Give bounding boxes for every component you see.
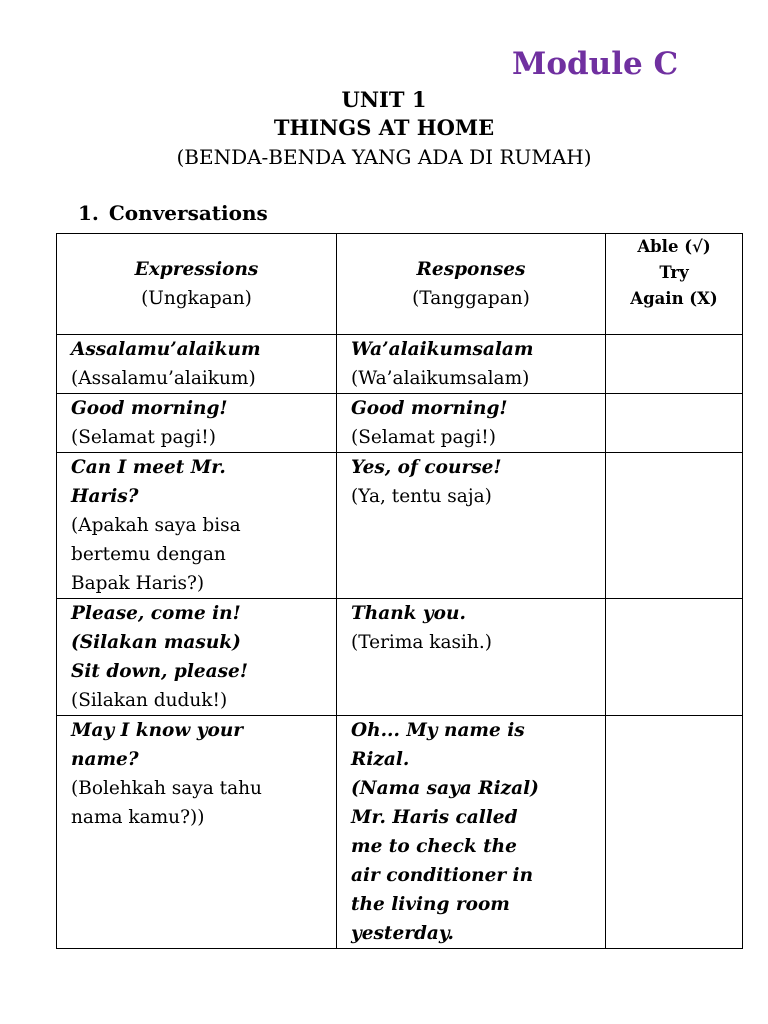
page-title: THINGS AT HOME bbox=[273, 115, 495, 140]
response-cell-translation-line: (Selamat pagi!) bbox=[351, 427, 496, 448]
response-cell-english-line: Good morning! bbox=[351, 398, 508, 419]
expression-cell bbox=[57, 394, 337, 453]
response-cell bbox=[337, 599, 606, 716]
table-row bbox=[57, 599, 743, 716]
response-cell bbox=[337, 394, 606, 453]
header-expressions bbox=[57, 234, 337, 335]
response-cell-english-line: Thank you. bbox=[351, 603, 466, 624]
response-cell-english-line: Mr. Haris called bbox=[351, 807, 518, 828]
expression-cell bbox=[57, 716, 337, 949]
header-responses bbox=[337, 234, 606, 335]
response-cell-english-line: the living room bbox=[351, 894, 510, 915]
response-cell-english-line: Wa’alaikumsalam bbox=[351, 339, 534, 360]
table-row bbox=[57, 716, 743, 949]
response-cell-translation-line: (Ya, tentu saja) bbox=[351, 486, 492, 507]
header-able-try-again bbox=[606, 234, 743, 335]
expression-cell-english-line: Haris? bbox=[71, 486, 139, 507]
response-cell bbox=[337, 453, 606, 599]
header-again-label: Again (X) bbox=[630, 289, 718, 308]
response-cell-english-line: Rizal. bbox=[351, 749, 410, 770]
unit-label: UNIT 1 bbox=[341, 87, 427, 112]
expression-cell-english-line: Please, come in! bbox=[71, 603, 241, 624]
expression-cell bbox=[57, 453, 337, 599]
able-try-again-cell[interactable] bbox=[606, 716, 743, 949]
response-cell-english-line: me to check the bbox=[351, 836, 517, 857]
expression-cell-translation-line: (Selamat pagi!) bbox=[71, 427, 216, 448]
table-header-row bbox=[57, 234, 743, 335]
module-title: Module C bbox=[512, 46, 679, 82]
expression-cell bbox=[57, 599, 337, 716]
section-title: Conversations bbox=[108, 201, 268, 225]
header-expressions-label: Expressions bbox=[134, 259, 259, 280]
response-cell bbox=[337, 335, 606, 394]
table-body bbox=[57, 335, 743, 949]
response-cell-translation-line: (Terima kasih.) bbox=[351, 632, 492, 653]
response-cell-english-line: yesterday. bbox=[351, 923, 454, 944]
heading-block bbox=[0, 86, 768, 172]
expression-cell-translation-line: (Assalamu’alaikum) bbox=[71, 368, 256, 389]
expression-cell bbox=[57, 335, 337, 394]
header-responses-translation: (Tanggapan) bbox=[412, 288, 530, 309]
header-expressions-translation: (Ungkapan) bbox=[141, 288, 252, 309]
table-row bbox=[57, 453, 743, 599]
header-able-label: Able (√) bbox=[637, 237, 711, 256]
response-cell bbox=[337, 716, 606, 949]
able-try-again-cell[interactable] bbox=[606, 599, 743, 716]
section-number: 1. bbox=[78, 201, 99, 225]
expression-cell-english-line: Sit down, please! bbox=[71, 661, 248, 682]
expression-cell-english-line: (Silakan masuk) bbox=[71, 632, 241, 653]
able-try-again-cell[interactable] bbox=[606, 394, 743, 453]
response-cell-translation-line: (Wa’alaikumsalam) bbox=[351, 368, 530, 389]
expression-cell-english-line: Assalamu’alaikum bbox=[71, 339, 261, 360]
able-try-again-cell[interactable] bbox=[606, 453, 743, 599]
table-row bbox=[57, 335, 743, 394]
expression-cell-translation-line: bertemu dengan bbox=[71, 544, 226, 565]
table-row bbox=[57, 394, 743, 453]
response-cell-english-line: air conditioner in bbox=[351, 865, 534, 886]
expression-cell-english-line: Can I meet Mr. bbox=[71, 457, 226, 478]
expression-cell-translation-line: (Apakah saya bisa bbox=[71, 515, 241, 536]
conversation-table bbox=[56, 233, 743, 949]
expression-cell-translation-line: nama kamu?)) bbox=[71, 807, 205, 828]
expression-cell-translation-line: (Silakan duduk!) bbox=[71, 690, 228, 711]
response-cell-english-line: Oh... My name is bbox=[351, 720, 525, 741]
expression-cell-english-line: name? bbox=[71, 749, 139, 770]
able-try-again-cell[interactable] bbox=[606, 335, 743, 394]
header-responses-label: Responses bbox=[416, 259, 526, 280]
page-subtitle: (BENDA-BENDA YANG ADA DI RUMAH) bbox=[176, 145, 592, 169]
section-heading bbox=[78, 201, 268, 225]
expression-cell-translation-line: (Bolehkah saya tahu bbox=[71, 778, 262, 799]
response-cell-english-line: (Nama saya Rizal) bbox=[351, 778, 539, 799]
expression-cell-translation-line: Bapak Haris?) bbox=[71, 573, 205, 594]
header-try-label: Try bbox=[659, 263, 689, 282]
response-cell-english-line: Yes, of course! bbox=[351, 457, 502, 478]
expression-cell-english-line: May I know your bbox=[71, 720, 244, 741]
expression-cell-english-line: Good morning! bbox=[71, 398, 228, 419]
